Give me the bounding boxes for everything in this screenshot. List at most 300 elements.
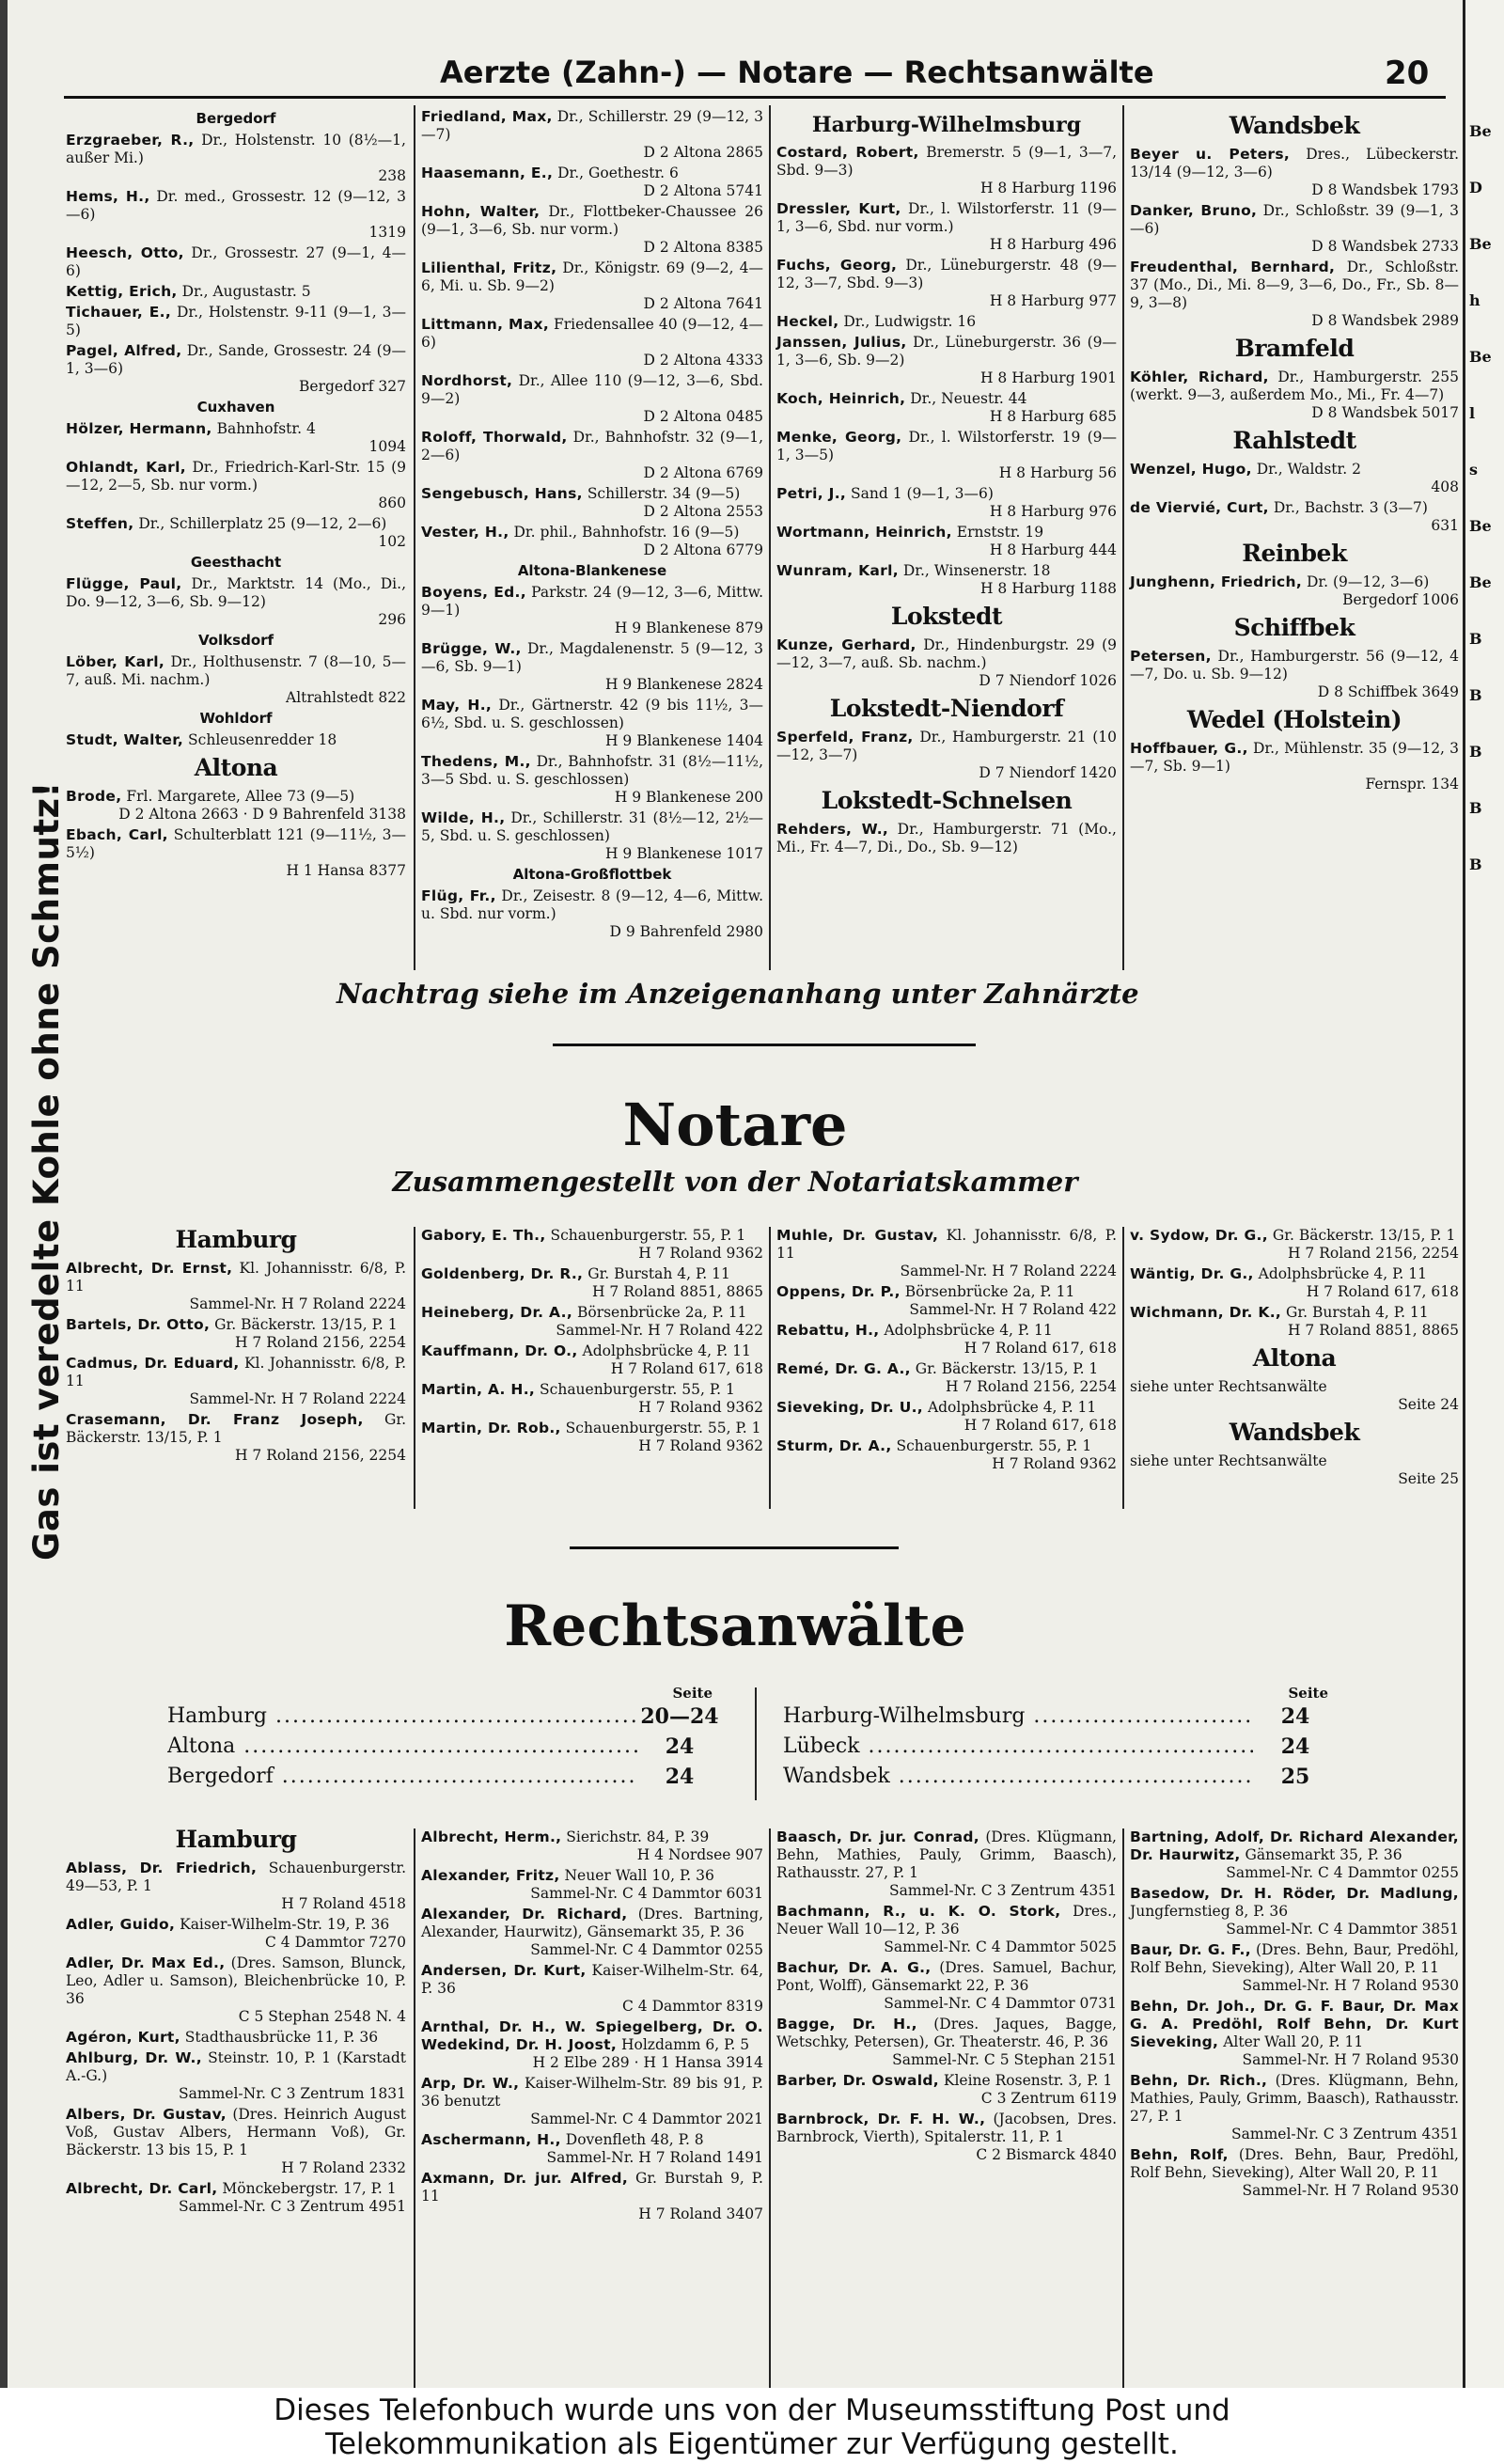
listing-address: Dr., Winsenerstr. 18 <box>902 562 1051 579</box>
listing-entry <box>421 1342 763 1378</box>
listing-entry <box>776 313 1117 331</box>
listing-name: Wäntig, Dr. G., <box>1130 1265 1254 1282</box>
listing-entry <box>1130 1452 1459 1488</box>
notare-column-4 <box>1130 1227 1459 1491</box>
listing-name: Erzgraeber, R., <box>66 132 195 149</box>
column-divider <box>1122 1227 1124 1509</box>
column-divider <box>414 1828 415 2388</box>
listing-entry <box>776 1360 1117 1396</box>
listing-phone: 238 <box>378 167 406 184</box>
listing-name: Martin, Dr. Rob., <box>421 1420 561 1436</box>
listing-entry <box>66 1916 406 1952</box>
listing-phone: D 2 Altona 2663 · D 9 Bahrenfeld 3138 <box>118 806 406 823</box>
listing-phone: D 2 Altona 8385 <box>643 239 763 256</box>
listing-address: Dr., Hamburgerstr. 71 (Mo., Mi., Fr. 4—7, Di., Do., Sb. 9—12) <box>776 821 1117 855</box>
listing-phone: D 8 Schiffbek 3649 <box>1317 683 1459 700</box>
section-heading: Volksdorf <box>197 632 274 649</box>
listing-entry <box>421 429 763 482</box>
listing-address: Dr., Marktstr. 14 (Mo., Di., Do. 9—12, 3—6, Sb. 9—12) <box>66 575 406 610</box>
listing-name: Junghenn, Friedrich, <box>1130 573 1303 590</box>
listing-address: Alter Wall 20, P. 11 <box>1223 2033 1364 2050</box>
listing-name: Bachur, Dr. A. G., <box>776 1959 932 1976</box>
nachtrag-note: Nachtrag siehe im Anzeigenanhang unter Zahnärzte <box>337 978 1139 1010</box>
listing-entry <box>66 2029 406 2047</box>
listing-name: Gabory, E. Th., <box>421 1227 546 1244</box>
toc-page: 20—24 <box>640 1704 719 1729</box>
listing-phone: D 2 Altona 2553 <box>643 503 763 520</box>
listing-name: Freudenthal, Bernhard, <box>1130 259 1336 275</box>
listing-entry <box>421 1828 763 1864</box>
edge-fragment: Be <box>1469 122 1492 140</box>
listing-name: Arp, Dr. W., <box>421 2075 520 2092</box>
listing-phone: D 7 Niendorf 1420 <box>979 764 1117 781</box>
listing-entry <box>1130 1998 1459 2069</box>
edge-fragment: B <box>1469 630 1482 648</box>
toc-row <box>167 1732 722 1762</box>
listing-address: Dr., Schloßstr. 39 (9—1, 3—6) <box>1130 202 1459 237</box>
listing-entry <box>66 1411 406 1465</box>
listing-phone: H 7 Roland 8851, 8865 <box>1287 1322 1459 1339</box>
listing-name: Boyens, Ed., <box>421 584 526 601</box>
listing-name: Steffen, <box>66 515 134 532</box>
toc-row <box>167 1762 722 1792</box>
listing-phone: H 9 Blankenese 879 <box>614 620 763 636</box>
listing-name: Hohn, Walter, <box>421 203 540 220</box>
listing-phone: H 7 Roland 9362 <box>992 1455 1117 1472</box>
listing-address: siehe unter Rechtsanwälte <box>1130 1378 1327 1395</box>
listing-address: Kaiser-Wilhelm-Str. 89 bis 91, P. 36 benutzt <box>421 2075 763 2110</box>
edge-fragment: B <box>1469 743 1482 761</box>
listing-address: Dr., Ludwigstr. 16 <box>843 313 977 330</box>
listing-entry <box>421 697 763 750</box>
listing-entry <box>1130 202 1459 256</box>
listing-name: Janssen, Julius, <box>776 334 907 351</box>
listing-address: Dr., Hamburgerstr. 56 (9—12, 4—7, Do. u. Sb. 9—12) <box>1130 648 1459 683</box>
section-heading: Schiffbek <box>1233 614 1355 641</box>
listing-phone: Sammel-Nr. C 4 Dammtor 3851 <box>1226 1921 1459 1938</box>
listing-entry <box>776 1227 1117 1280</box>
listing-name: Kauffmann, Dr. O., <box>421 1342 578 1359</box>
rechtsanwaelte-title: Rechtsanwälte <box>504 1593 966 1659</box>
listing-entry <box>776 1399 1117 1435</box>
listing-entry <box>776 2016 1117 2069</box>
listing-phone: H 7 Roland 2156, 2254 <box>234 1447 406 1464</box>
listing-phone: C 3 Zentrum 6119 <box>980 2090 1117 2107</box>
toc-row <box>783 1732 1338 1762</box>
footer-credit <box>0 2388 1504 2464</box>
listing-address: (Dres. Bartning, Alexander, Haurwitz), Gänsemarkt 35, P. 36 <box>421 1906 763 1940</box>
listing-phone: Sammel-Nr. C 4 Dammtor 2021 <box>530 2111 763 2127</box>
listing-entry <box>776 144 1117 197</box>
listing-name: Pagel, Alfred, <box>66 342 182 359</box>
listing-entry <box>66 2180 406 2216</box>
listing-address: Dr., Hindenburgstr. 29 (9—12, 3—7, auß. Sb. nachm.) <box>776 636 1117 671</box>
listing-entry <box>421 203 763 257</box>
listing-name: Littmann, Max, <box>421 316 550 333</box>
listing-address: Friedensallee 40 (9—12, 4—6) <box>421 316 763 351</box>
listing-phone: 102 <box>378 533 406 550</box>
listing-name: Flüg, Fr., <box>421 887 496 904</box>
listing-phone: H 7 Roland 9362 <box>638 1437 763 1454</box>
listing-address: Dres., Neuer Wall 10—12, P. 36 <box>776 1903 1117 1938</box>
listing-name: Andersen, Dr. Kurt, <box>421 1962 587 1979</box>
listing-entry <box>66 2049 406 2103</box>
listing-address: Dr., Grossestr. 27 (9—1, 4—6) <box>66 244 406 279</box>
listing-phone: 631 <box>1431 517 1459 534</box>
listing-address: Kaiser-Wilhelm-Str. 19, P. 36 <box>180 1916 390 1933</box>
listing-name: Köhler, Richard, <box>1130 369 1269 385</box>
listing-address: (Dres. Samson, Blunck, Leo, Adler u. Samson), Bleichenbrücke 10, P. 36 <box>66 1954 407 2007</box>
listing-entry <box>776 821 1117 856</box>
listing-entry <box>776 729 1117 782</box>
listing-entry <box>421 259 763 313</box>
aerzte-column-1 <box>66 108 406 883</box>
section-heading: Altona <box>1252 1344 1337 1372</box>
listing-phone: Sammel-Nr. H 7 Roland 422 <box>556 1322 763 1339</box>
page-number: 20 <box>1385 55 1430 92</box>
notare-column-1 <box>66 1222 406 1467</box>
listing-address: siehe unter Rechtsanwälte <box>1130 1452 1327 1469</box>
listing-address: Kleine Rosenstr. 3, P. 1 <box>943 2072 1113 2089</box>
edge-fragment: B <box>1469 686 1482 704</box>
section-heading: Wedel (Holstein) <box>1186 706 1402 733</box>
listing-phone: Seite 25 <box>1398 1470 1459 1487</box>
listing-address: (Dres. Behn, Baur, Predöhl, Rolf Behn, Sieveking), Alter Wall 20, P. 11 <box>1130 2146 1459 2181</box>
edge-fragment: B <box>1469 799 1482 817</box>
listing-entry <box>421 524 763 559</box>
toc-place: Wandsbek ..... <box>783 1762 1253 1792</box>
listing-entry <box>421 372 763 426</box>
section-heading: Cuxhaven <box>196 399 275 416</box>
listing-entry <box>1130 1885 1459 1938</box>
listing-address: Dr., Königstr. 69 (9—2, 4—6, Mi. u. Sb. 9—2) <box>421 259 763 294</box>
listing-name: Bachmann, R., u. K. O. Stork, <box>776 1903 1061 1920</box>
listing-entry <box>66 459 406 512</box>
listing-name: Cadmus, Dr. Eduard, <box>66 1355 240 1372</box>
listing-name: Axmann, Dr. jur. Alfred, <box>421 2170 629 2187</box>
listing-entry <box>776 1322 1117 1358</box>
listing-phone: D 2 Altona 0485 <box>643 408 763 425</box>
listing-name: Muhle, Dr. Gustav, <box>776 1227 939 1244</box>
adjacent-page-edge <box>1463 0 1504 2388</box>
listing-phone: Seite 24 <box>1398 1396 1459 1413</box>
listing-address: Dr., Lüneburgerstr. 36 (9—1, 3—6, Sb. 9—2) <box>776 334 1117 369</box>
phonebook-paper <box>8 0 1463 2388</box>
listing-address: Adolphsbrücke 4, P. 11 <box>884 1322 1053 1339</box>
listing-entry <box>421 887 763 941</box>
listing-entry <box>66 188 406 242</box>
toc-seite-label: Seite <box>672 1685 713 1702</box>
listing-phone: Sammel-Nr. H 7 Roland 1491 <box>546 2149 763 2166</box>
listing-entry <box>66 575 406 629</box>
listing-phone: D 7 Niendorf 1026 <box>979 672 1117 689</box>
listing-phone: H 2 Elbe 289 · H 1 Hansa 3914 <box>532 2054 763 2071</box>
listing-address: Steinstr. 10, P. 1 (Karstadt A.-G.) <box>66 2049 406 2084</box>
listing-address: Dr., Schillerplatz 25 (9—12, 2—6) <box>138 515 387 532</box>
listing-entry <box>66 826 406 880</box>
listing-entry <box>1130 1227 1459 1263</box>
listing-entry <box>421 640 763 694</box>
listing-address: Gr. Burstah 4, P. 11 <box>1286 1304 1429 1321</box>
page-title: Aerzte (Zahn-) — Notare — Rechtsanwälte <box>440 55 1154 90</box>
edge-fragment: D <box>1469 179 1482 196</box>
listing-name: Hoffbauer, G., <box>1130 740 1248 757</box>
aerzte-column-2 <box>421 108 763 944</box>
ra-column-1 <box>66 1822 406 2219</box>
listing-entry <box>776 524 1117 559</box>
listing-address: Gr. Burstah 4, P. 11 <box>588 1265 730 1282</box>
listing-name: Barber, Dr. Oswald, <box>776 2072 939 2089</box>
listing-address: Dr., l. Wilstorferstr. 19 (9—1, 3—5) <box>776 429 1117 463</box>
listing-address: Dres., Lübeckerstr. 13/14 (9—12, 3—6) <box>1130 146 1459 180</box>
listing-address: Parkstr. 24 (9—12, 3—6, Mittw. 9—1) <box>421 584 763 619</box>
listing-name: Behn, Rolf, <box>1130 2146 1229 2163</box>
listing-name: Adler, Guido, <box>66 1916 176 1933</box>
section-heading: Geesthacht <box>190 554 282 571</box>
listing-entry <box>776 562 1117 598</box>
listing-name: Remé, Dr. G. A., <box>776 1360 911 1377</box>
listing-entry <box>421 316 763 369</box>
listing-phone: H 8 Harburg 1901 <box>979 369 1117 386</box>
listing-phone: D 8 Wandsbek 1793 <box>1311 181 1459 198</box>
listing-address: (Dres. Klügmann, Behn, Mathies, Pauly, Grimm, Baasch), Rathausstr. 27, P. 1 <box>1130 2072 1459 2125</box>
listing-address: Dr., Lüneburgerstr. 48 (9—12, 3—7, Sbd. 9—3) <box>776 257 1117 291</box>
listing-address: Börsenbrücke 2a, P. 11 <box>904 1283 1075 1300</box>
listing-phone: 1094 <box>368 438 406 455</box>
listing-name: Adler, Dr. Max Ed., <box>66 1954 226 1971</box>
listing-address: Adolphsbrücke 4, P. 11 <box>1258 1265 1428 1282</box>
listing-entry <box>1130 1941 1459 1995</box>
listing-entry <box>421 1906 763 1959</box>
listing-name: Wichmann, Dr. K., <box>1130 1304 1282 1321</box>
listing-phone: H 7 Roland 2156, 2254 <box>1287 1245 1459 1262</box>
listing-entry <box>776 1959 1117 2013</box>
listing-address: (Dres. Samuel, Bachur, Pont, Wolff), Gänsemarkt 22, P. 36 <box>776 1959 1117 1994</box>
listing-name: Sengebusch, Hans, <box>421 485 583 502</box>
listing-entry <box>421 2018 763 2072</box>
listing-entry <box>66 342 406 396</box>
listing-address: Gr. Bäckerstr. 13/15, P. 1 <box>915 1360 1099 1377</box>
listing-address: Schauenburgerstr. 55, P. 1 <box>896 1437 1092 1454</box>
listing-address: Schauenburgerstr. 55, P. 1 <box>550 1227 746 1244</box>
listing-entry <box>1130 740 1459 793</box>
listing-entry <box>421 2131 763 2167</box>
toc-seite-label: Seite <box>1288 1685 1328 1702</box>
section-heading: Rahlstedt <box>1232 427 1356 454</box>
listing-phone: Sammel-Nr. C 3 Zentrum 1831 <box>179 2085 406 2102</box>
listing-phone: D 2 Altona 6769 <box>643 464 763 481</box>
listing-entry <box>1130 573 1459 609</box>
listing-entry <box>776 390 1117 426</box>
listing-address: Schillerstr. 34 (9—5) <box>587 485 741 502</box>
listing-address: Schauenburgerstr. 55, P. 1 <box>540 1381 735 1398</box>
listing-name: Wortmann, Heinrich, <box>776 524 952 541</box>
listing-name: Kettig, Erich, <box>66 283 178 300</box>
aerzte-column-3 <box>776 108 1117 859</box>
listing-entry <box>421 2075 763 2128</box>
listing-address: Dr., Hamburgerstr. 21 (10—12, 3—7) <box>776 729 1118 763</box>
listing-address: Dr., Schillerstr. 29 (9—12, 3—7) <box>421 108 763 143</box>
listing-name: v. Sydow, Dr. G., <box>1130 1227 1268 1244</box>
listing-address: Kl. Johannisstr. 6/8, P. 11 <box>66 1260 406 1295</box>
listing-phone: H 8 Harburg 1188 <box>979 580 1117 597</box>
listing-address: Dovenfleth 48, P. 8 <box>565 2131 704 2148</box>
listing-address: (Dres. Klügmann, Behn, Mathies, Pauly, Grimm, Baasch), Rathausstr. 27, P. 1 <box>776 1828 1117 1881</box>
listing-phone: Sammel-Nr. C 4 Dammtor 0255 <box>1226 1864 1459 1881</box>
listing-entry <box>421 165 763 200</box>
listing-entry <box>66 1355 406 1408</box>
listing-phone: Sammel-Nr. H 7 Roland 9530 <box>1242 1977 1459 1994</box>
listing-name: May, H., <box>421 697 493 714</box>
listing-entry <box>66 283 406 301</box>
listing-name: Wenzel, Hugo, <box>1130 461 1252 478</box>
listing-entry <box>1130 259 1459 330</box>
edge-fragment: h <box>1469 291 1480 309</box>
listing-phone: Altrahlstedt 822 <box>286 689 406 706</box>
listing-name: Albers, Dr. Gustav, <box>66 2106 227 2123</box>
listing-entry <box>66 788 406 824</box>
section-heading: Bergedorf <box>196 110 276 127</box>
listing-address: Gr. Bäckerstr. 13/15, P. 1 <box>1272 1227 1456 1244</box>
listing-name: Hölzer, Hermann, <box>66 420 212 437</box>
column-divider <box>769 105 771 970</box>
listing-phone: Sammel-Nr. H 7 Roland 9530 <box>1242 2051 1459 2068</box>
listing-address: Schulterblatt 121 (9—11½, 3—5½) <box>66 826 406 861</box>
listing-address: Holzdamm 6, P. 5 <box>620 2036 750 2053</box>
ra-column-3 <box>776 1828 1117 2167</box>
listing-name: Sieveking, Dr. U., <box>776 1399 923 1416</box>
listing-name: Agéron, Kurt, <box>66 2029 180 2046</box>
listing-name: Rehders, W., <box>776 821 889 838</box>
toc-place: Harburg-Wilhelmsburg ..... <box>783 1702 1253 1732</box>
listing-address: Dr., Bachstr. 3 (3—7) <box>1273 499 1428 516</box>
listing-address: Dr., Magdalenenstr. 5 (9—12, 3—6, Sb. 9—1) <box>421 640 763 675</box>
listing-address: Dr. med., Grossestr. 12 (9—12, 3—6) <box>66 188 406 223</box>
listing-name: Haasemann, E., <box>421 165 554 181</box>
section-heading: Bramfeld <box>1234 335 1355 362</box>
listing-phone: Sammel-Nr. C 5 Stephan 2151 <box>892 2051 1117 2068</box>
listing-phone: Sammel-Nr. C 3 Zentrum 4351 <box>889 1882 1117 1899</box>
listing-phone: C 5 Stephan 2548 N. 4 <box>238 2008 406 2025</box>
listing-name: Wunram, Karl, <box>776 562 899 579</box>
listing-entry <box>776 2072 1117 2108</box>
listing-entry <box>66 132 406 185</box>
listing-address: Dr., Bahnhofstr. 31 (8½—11½, 3—5 Sbd. u. S. geschlossen) <box>421 753 763 788</box>
notare-title: Notare <box>622 1091 848 1159</box>
section-rule <box>570 1546 899 1549</box>
listing-entry <box>1130 1304 1459 1340</box>
listing-address: Kl. Johannisstr. 6/8, P. 11 <box>66 1355 407 1389</box>
listing-name: Ebach, Carl, <box>66 826 168 843</box>
ra-column-2 <box>421 1828 763 2226</box>
listing-entry <box>776 1903 1117 1956</box>
listing-phone: Sammel-Nr. C 4 Dammtor 5025 <box>884 1938 1117 1955</box>
listing-entry <box>776 1437 1117 1473</box>
footer-line-1: Dieses Telefonbuch wurde uns von der Museumsstiftung Post und <box>274 2393 1230 2427</box>
listing-phone: H 7 Roland 3407 <box>638 2205 763 2222</box>
toc-place: Hamburg ..... <box>167 1702 637 1732</box>
listing-phone: D 2 Altona 6779 <box>643 541 763 558</box>
listing-address: Dr., Holstenstr. 9-11 (9—1, 3—5) <box>66 304 406 338</box>
listing-name: de Viervié, Curt, <box>1130 499 1269 516</box>
listing-name: Sperfeld, Franz, <box>776 729 914 745</box>
listing-entry <box>776 636 1117 690</box>
listing-entry <box>66 1860 406 1913</box>
listing-name: Costard, Robert, <box>776 144 919 161</box>
toc-place: Lübeck ..... <box>783 1732 1253 1762</box>
column-divider <box>1122 1828 1124 2388</box>
listing-entry <box>421 1420 763 1455</box>
listing-address: Dr., Hamburgerstr. 255 (werkt. 9—3, außerdem Mo., Mi., Fr. 4—7) <box>1130 369 1459 403</box>
listing-address: Gr. Bäckerstr. 13/15, P. 1 <box>214 1316 398 1333</box>
listing-name: Martin, A. H., <box>421 1381 536 1398</box>
listing-name: Behn, Dr. Joh., Dr. G. F. Baur, Dr. Max G. A. Predöhl, Rolf Behn, Dr. Kurt Sieveking, <box>1130 1998 1459 2050</box>
listing-name: Fuchs, Georg, <box>776 257 898 274</box>
listing-address: Jungfernstieg 8, P. 36 <box>1130 1903 1289 1920</box>
listing-name: Baasch, Dr. jur. Conrad, <box>776 1828 979 1845</box>
listing-address: (Dres. Behn, Baur, Predöhl, Rolf Behn, Sieveking), Alter Wall 20, P. 11 <box>1130 1941 1460 1976</box>
listing-entry <box>776 334 1117 387</box>
listing-address: Bahnhofstr. 4 <box>216 420 316 437</box>
listing-address: Neuer Wall 10, P. 36 <box>564 1867 714 1884</box>
listing-phone: H 7 Roland 8851, 8865 <box>591 1283 763 1300</box>
listing-address: (Jacobsen, Dres. Barnbrock, Vierth), Spitalerstr. 11, P. 1 <box>776 2111 1117 2145</box>
listing-name: Studt, Walter, <box>66 731 184 748</box>
section-heading: Lokstedt-Schnelsen <box>821 787 1073 814</box>
listing-name: Alexander, Fritz, <box>421 1867 560 1884</box>
listing-address: Ernststr. 19 <box>956 524 1044 541</box>
listing-phone: D 2 Altona 4333 <box>643 352 763 369</box>
listing-name: Menke, Georg, <box>776 429 902 446</box>
listing-name: Rebattu, H., <box>776 1322 880 1339</box>
listing-phone: Sammel-Nr. H 7 Roland 422 <box>909 1301 1117 1318</box>
listing-phone: H 9 Blankenese 2824 <box>604 676 763 693</box>
listing-entry <box>421 1227 763 1263</box>
listing-name: Danker, Bruno, <box>1130 202 1258 219</box>
listing-entry <box>66 244 406 280</box>
listing-phone: Sammel-Nr. H 7 Roland 2224 <box>900 1263 1117 1279</box>
listing-name: Ahlburg, Dr. W., <box>66 2049 202 2066</box>
listing-phone: H 8 Harburg 976 <box>989 503 1117 520</box>
listing-address: Stadthausbrücke 11, P. 36 <box>184 2029 379 2046</box>
listing-entry <box>1130 1265 1459 1301</box>
page-header <box>8 55 1463 98</box>
listing-name: Roloff, Thorwald, <box>421 429 568 446</box>
listing-address: Dr. phil., Bahnhofstr. 16 (9—5) <box>513 524 740 541</box>
listing-entry <box>66 1316 406 1352</box>
listing-name: Lilienthal, Fritz, <box>421 259 557 276</box>
listing-entry <box>1130 2072 1459 2143</box>
listing-phone: D 8 Wandsbek 2989 <box>1311 312 1459 329</box>
listing-entry <box>421 1867 763 1903</box>
listing-phone: H 8 Harburg 685 <box>989 408 1117 425</box>
listing-phone: H 9 Blankenese 1017 <box>604 845 763 862</box>
listing-name: Tichauer, E., <box>66 304 172 321</box>
listing-phone: H 4 Nordsee 907 <box>636 1846 763 1863</box>
listing-address: Schauenburgerstr. 55, P. 1 <box>565 1420 761 1436</box>
listing-phone: Fernspr. 134 <box>1365 776 1459 793</box>
listing-address: Dr., Mühlenstr. 35 (9—12, 3—7, Sb. 9—1) <box>1130 740 1460 775</box>
listing-phone: D 8 Wandsbek 5017 <box>1311 404 1459 421</box>
listing-phone: C 2 Bismarck 4840 <box>976 2146 1117 2163</box>
listing-address: Dr., Flottbeker-Chaussee 26 (9—1, 3—6, Sb. nur vorm.) <box>421 203 763 238</box>
listing-name: Löber, Karl, <box>66 653 165 670</box>
listing-phone: H 7 Roland 2332 <box>281 2159 406 2176</box>
listing-name: Ohlandt, Karl, <box>66 459 186 476</box>
listing-name: Barnbrock, Dr. F. H. W., <box>776 2111 986 2127</box>
listing-phone: 296 <box>378 611 406 628</box>
listing-address: Adolphsbrücke 4, P. 11 <box>927 1399 1097 1416</box>
